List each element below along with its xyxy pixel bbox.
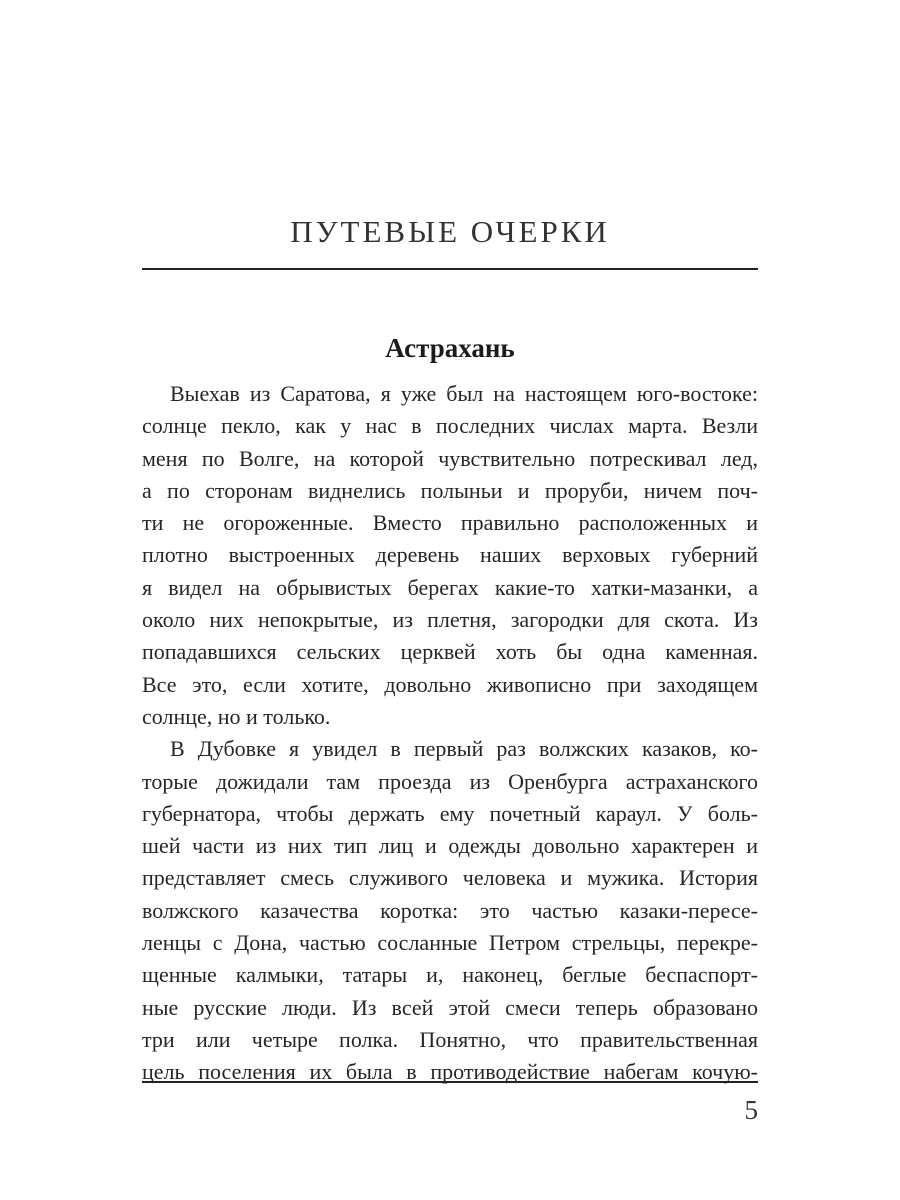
- text-line: волжского казачества коротка: это частью казаки-пересе-: [142, 897, 758, 923]
- text-line: губернатора, чтобы держать ему почетный караул. У боль-: [142, 800, 758, 826]
- text-line: солнце пекло, как у нас в последних числах марта. Везли: [142, 413, 758, 439]
- text-line: я видел на обрывистых берегах какие-то хатки-мазанки, а: [142, 574, 758, 600]
- text-line: торые дожидали там проезда из Оренбурга астраханского: [142, 768, 758, 794]
- chapter-title: Астрахань: [385, 333, 515, 363]
- text-line: Все это, если хотите, довольно живописно при заходящем: [142, 671, 758, 697]
- text-line: В Дубовке я увидел в первый раз волжских казаков, ко-: [170, 736, 758, 762]
- text-line: Выехав из Саратова, я уже был на настоящем юго-востоке:: [170, 381, 758, 406]
- body-text: [142, 378, 758, 1089]
- text-line: ти не огороженные. Вместо правильно расположенных и: [142, 510, 758, 536]
- bottom-rule: [142, 1081, 758, 1083]
- text-line: ленцы с Дона, частью сосланные Петром стрельцы, перекре-: [142, 930, 758, 956]
- top-rule: [142, 268, 758, 270]
- running-head: ПУТЕВЫЕ ОЧЕРКИ: [290, 214, 610, 249]
- text-line: цель поселения их была в противодействие набегам кочую-: [142, 1059, 758, 1085]
- text-line: а по сторонам виднелись полыньи и проруби, ничем поч-: [142, 477, 758, 503]
- text-line: три или четыре полка. Понятно, что правительственная: [142, 1026, 758, 1052]
- text-line: около них непокрытые, из плетня, загородки для скота. Из: [142, 607, 758, 633]
- text-line: щенные калмыки, татары и, наконец, беглые беспаспорт-: [142, 962, 758, 988]
- text-line: представляет смесь служивого человека и мужика. История: [142, 865, 758, 891]
- text-line: солнце, но и только.: [142, 703, 331, 729]
- text-line: плотно выстроенных деревень наших верховых губерний: [142, 542, 758, 568]
- text-line: попадавшихся сельских церквей хоть бы одна каменная.: [142, 639, 758, 665]
- text-line: меня по Волге, на которой чувствительно потрескивал лед,: [142, 445, 758, 471]
- page-number: 5: [744, 1095, 758, 1125]
- text-line: ные русские люди. Из всей этой смеси теперь образовано: [142, 994, 758, 1020]
- text-line: шей части из них тип лиц и одежды довольно характерен и: [142, 833, 758, 859]
